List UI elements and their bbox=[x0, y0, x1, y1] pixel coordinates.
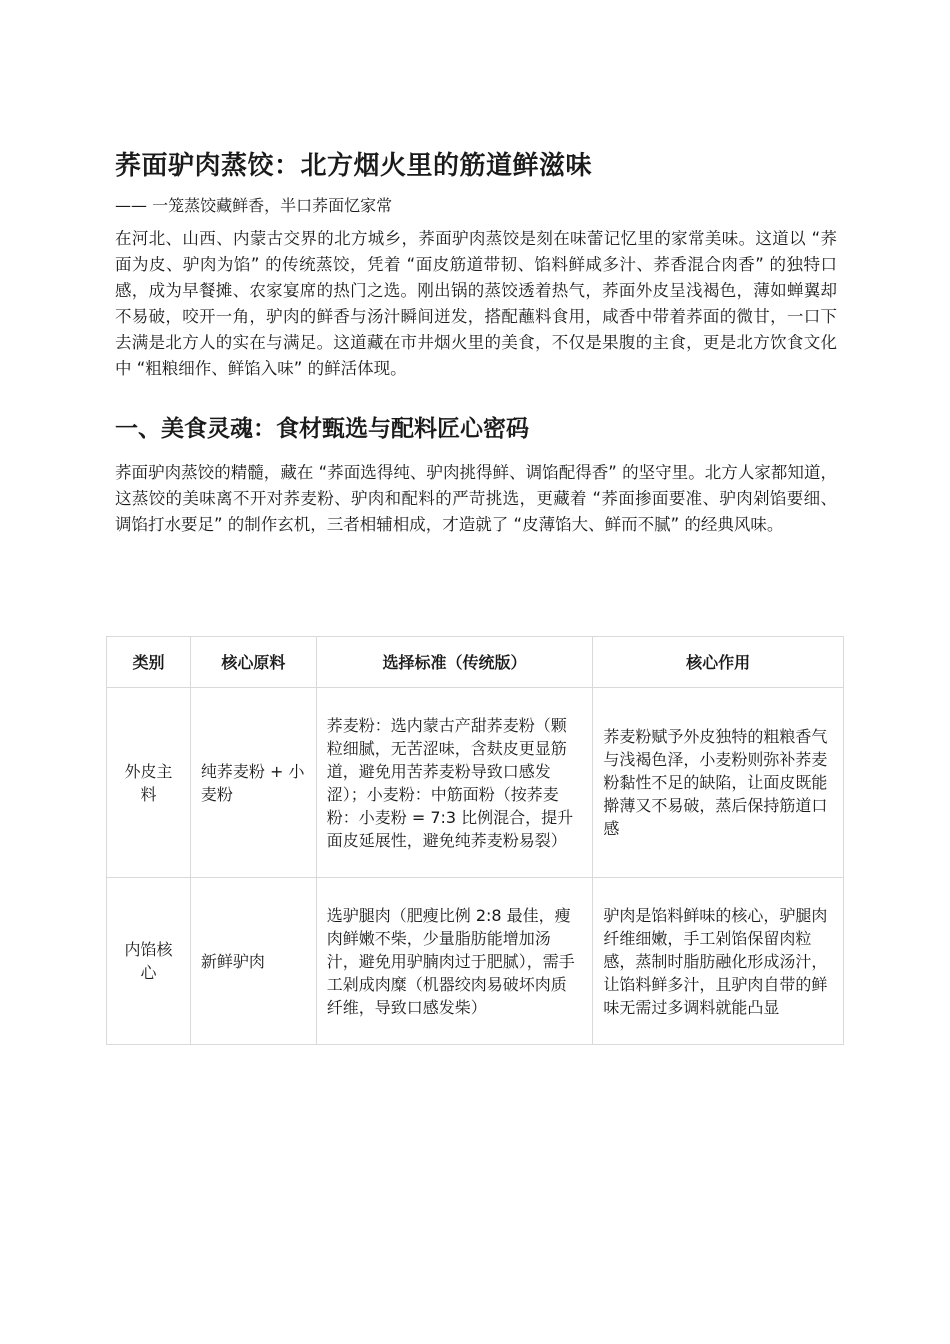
cell-role: 驴肉是馅料鲜味的核心，驴腿肉纤维细嫩，手工剁馅保留肉粒感，蒸制时脂肪融化形成汤汁，让馅料鲜多汁，且驴肉自带的鲜味无需过多调料就能凸显 bbox=[593, 878, 844, 1045]
section-paragraph: 荞面驴肉蒸饺的精髓，藏在 “荞面选得纯、驴肉挑得鲜、调馅配得香” 的坚守里。北方人家都知道，这蒸饺的美味离不开对荞麦粉、驴肉和配料的严苛挑选，更藏着 “荞面掺面要准、驴肉剁馅要细、调馅打水要足” 的制作玄机，三者相辅相成，才造就了 “皮薄馅大、鲜而不腻” 的经典风味。 bbox=[115, 463, 837, 534]
intro-paragraph: 在河北、山西、内蒙古交界的北方城乡，荞面驴肉蒸饺是刻在味蕾记忆里的家常美味。这道以 “荞面为皮、驴肉为馅” 的传统蒸饺，凭着 “面皮筋道带韧、馅料鲜咸多汁、荞香混合肉香” 的独特口感，成为早餐摊、农家宴席的热门之选。刚出锅的蒸饺透着热气，荞面外皮呈浅褐色，薄如蝉翼却不易破，咬开一角，驴肉的鲜香与汤汁瞬间迸发，搭配蘸料食用，咸香中带着荞面的微甘，一口下去满是北方人的实在与满足。这道藏在市井烟火里的美食，不仅是果腹的主食，更是北方饮食文化中 “粗粮细作、鲜馅入味” 的鲜活体现。 bbox=[115, 229, 837, 378]
table-row bbox=[107, 878, 844, 1045]
cell-standard: 荞麦粉：选内蒙古产甜荞麦粉（颗粒细腻，无苦涩味，含麸皮更显筋道，避免用苦荞麦粉导致口感发涩）；小麦粉：中筋面粉（按荞麦粉：小麦粉 = 7:3 比例混合，提升面皮延展性，避免纯荞麦粉易裂） bbox=[316, 688, 593, 878]
section-heading: 一、美食灵魂：食材甄选与配料匠心密码 bbox=[115, 416, 529, 442]
header-ingredient: 核心原料 bbox=[190, 637, 316, 688]
document-page bbox=[115, 146, 837, 538]
cell-category: 内馅核心 bbox=[107, 878, 191, 1045]
cell-ingredient: 新鲜驴肉 bbox=[190, 878, 316, 1045]
cell-standard: 选驴腿肉（肥瘦比例 2:8 最佳，瘦肉鲜嫩不柴，少量脂肪能增加汤汁，避免用驴腩肉过于肥腻），需手工剁成肉糜（机器绞肉易破坏肉质纤维，导致口感发柴） bbox=[316, 878, 593, 1045]
cell-ingredient: 纯荞麦粉 + 小麦粉 bbox=[190, 688, 316, 878]
table-row bbox=[107, 688, 844, 878]
header-category: 类别 bbox=[107, 637, 191, 688]
ingredients-table bbox=[106, 636, 844, 1045]
cell-category: 外皮主料 bbox=[107, 688, 191, 878]
header-standard: 选择标准（传统版） bbox=[316, 637, 593, 688]
cell-role: 荞麦粉赋予外皮独特的粗粮香气与浅褐色泽，小麦粉则弥补荞麦粉黏性不足的缺陷，让面皮既能擀薄又不易破，蒸后保持筋道口感 bbox=[593, 688, 844, 878]
table-header-row bbox=[107, 637, 844, 688]
page-subtitle: —— 一笼蒸饺藏鲜香，半口荞面忆家常 bbox=[115, 196, 393, 215]
page-title: 荞面驴肉蒸饺：北方烟火里的筋道鲜滋味 bbox=[115, 151, 593, 181]
header-role: 核心作用 bbox=[593, 637, 844, 688]
